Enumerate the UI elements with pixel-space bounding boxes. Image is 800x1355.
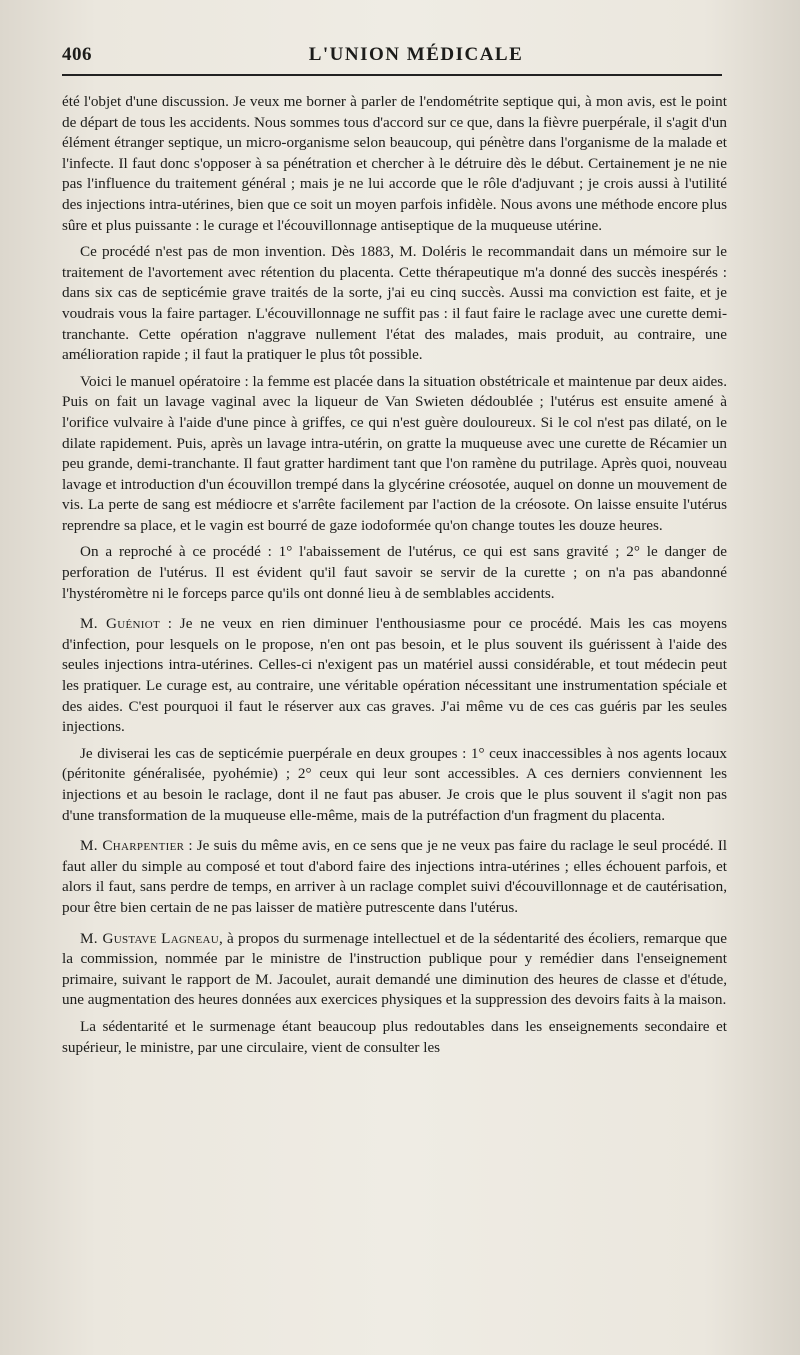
paragraph-7 xyxy=(62,836,727,918)
running-title: L'UNION MÉDICALE xyxy=(308,44,524,65)
paragraph-text: Je diviserai les cas de septicémie puerpérale en deux groupes : 1° ceux inaccessibles à nos agents locaux (péritonite généralisée, pyohémie) ; 2° ceux qui leur sont accessibles. A ces derniers conviennent les injections et au besoin le raclage, dont il ne faut pas abuser. Je crois que le plus souvent il s'agit non pas d'une transformation de la muqueuse elle-même, mais de la putréfaction d'un fragment du placenta. xyxy=(62,744,727,824)
paragraph-text: : Je ne veux en rien diminuer l'enthousiasme pour ce procédé. Mais les cas moyens d'infection, pour lesquels on le propose, n'en ont pas besoin, et le plus souvent ils guérissent à l'aide des seules injections intra-utérines. Celles-ci n'exigent pas un matériel aussi considérable, et tout médecin peut les pratiquer. Le curage est, au contraire, une véritable opération nécessitant une instrumentation spéciale et des aides. C'est pourquoi il faut le réserver aux cas graves. J'ai même vu de ces cas guéris par les seules injections. xyxy=(62,615,728,736)
header-rule xyxy=(62,74,722,76)
paragraph-6 xyxy=(62,744,727,826)
paragraph-1 xyxy=(62,92,727,236)
article-body xyxy=(62,92,727,1058)
paragraph-3 xyxy=(62,372,727,537)
paragraph-text: , à propos du surmenage intellectuel et de la sédentarité des écoliers, remarque que la commission, nommée par le ministre de l'instruction publique pour y remédier dans l'enseignement primaire, suivant le rapport de M. Jacoulet, aurait demandé une diminution des heures de classe et d'étude, une augmentation des heures données aux exercices physiques et la suppression des devoirs faits à la maison. xyxy=(62,929,727,1009)
paragraph-5 xyxy=(62,614,727,738)
page-number: 406 xyxy=(62,44,92,65)
paragraph-text: : Je suis du même avis, en ce sens que je ne veux pas faire du raclage le seul procédé. Il faut aller du simple au composé et tout d'abord faire des injections intra-utérines ; elles échouent parfois, et alors il faut, sans perdre de temps, en arriver à un raclage complet suivi d'écouvillonnage et de cautérisation, pour être bien certain de ne pas laisser de matière putrescente dans l'utérus. xyxy=(62,837,727,916)
page-header xyxy=(62,38,770,66)
paragraph-text: Ce procédé n'est pas de mon invention. Dès 1883, M. Doléris le recommandait dans un mémoire sur le traitement de l'avortement avec rétention du placenta. Cette thérapeutique m'a donné des succès inespérés : dans six cas de septicémie grave traités de la sorte, j'ai eu cinq succès. Aussi ma conviction est faite, et je voudrais vous la faire partager. L'écouvillonnage ne suffit pas : il faut faire le raclage avec une curette demi-tranchante. Cette opération n'aggrave nullement l'état des malades, mais produit, au contraire, une amélioration rapide ; il faut la pratiquer le plus tôt possible. xyxy=(62,243,727,364)
speaker-name: M. Guéniot xyxy=(80,615,160,633)
paragraph-text: La sédentarité et le surmenage étant beaucoup plus redoutables dans les enseignements secondaire et supérieur, le ministre, par une circulaire, vient de consulter les xyxy=(62,1017,727,1056)
speaker-name: M. Gustave Lagneau xyxy=(80,929,219,947)
paragraph-text: été l'objet d'une discussion. Je veux me borner à parler de l'endométrite septique qui, à mon avis, est le point de départ de tous les accidents. Nous sommes tous d'accord sur ce que, dans la fièvre puerpérale, il s'agit d'un élément étranger septique, un micro-organisme selon beaucoup, qui pénètre dans l'organisme de la malade et l'infecte. Il faut donc s'opposer à sa pénétration et chercher à le détruire dès le début. Certainement je ne nie pas l'influence du traitement général ; mais je ne lui accorde que le rôle d'adjuvant ; je crois aussi à l'utilité des injections intra-utérines, bien que ce soit un moyen parfois infidèle. Nous avons une méthode encore plus sûre et plus puissante : le curage et l'écouvillonnage antiseptique de la muqueuse utérine. xyxy=(62,93,727,234)
paragraph-8 xyxy=(62,929,727,1011)
paragraph-2 xyxy=(62,242,727,366)
speaker-name: M. Charpentier xyxy=(80,837,185,855)
paragraph-text: Voici le manuel opératoire : la femme est placée dans la situation obstétricale et maintenue par deux aides. Puis on fait un lavage vaginal avec la liqueur de Van Swieten dédoublée ; l'utérus est ensuite amené à l'orifice vulvaire à l'aide d'une pince à griffes, ce qui n'est guère douloureux. Si le col n'est pas dilaté, on le dilate rapidement. Puis, après un lavage intra-utérin, on gratte la muqueuse avec une curette de Récamier un peu grande, demi-tranchante. Il faut gratter hardiment tant que l'on ramène du putrilage. Après quoi, nouveau lavage et introduction d'un écouvillon trempé dans la glycérine créosotée, auquel on donne un mouvement de vis. La perte de sang est médiocre et s'arrête facilement par l'action de la créosote. On laisse ensuite l'utérus reprendre sa place, et le vagin est bourré de gaze iodoformée qu'on change toutes les douze heures. xyxy=(62,372,727,534)
paragraph-4 xyxy=(62,542,727,604)
paragraph-9 xyxy=(62,1017,727,1058)
paragraph-text: On a reproché à ce procédé : 1° l'abaissement de l'utérus, ce qui est sans gravité ; 2° le danger de perforation de l'utérus. Il est évident qu'il faut savoir se servir de la curette ; on n'a pas abandonné l'hystéromètre ni le forceps parce qu'ils ont donné lieu à de semblables accidents. xyxy=(62,543,727,602)
